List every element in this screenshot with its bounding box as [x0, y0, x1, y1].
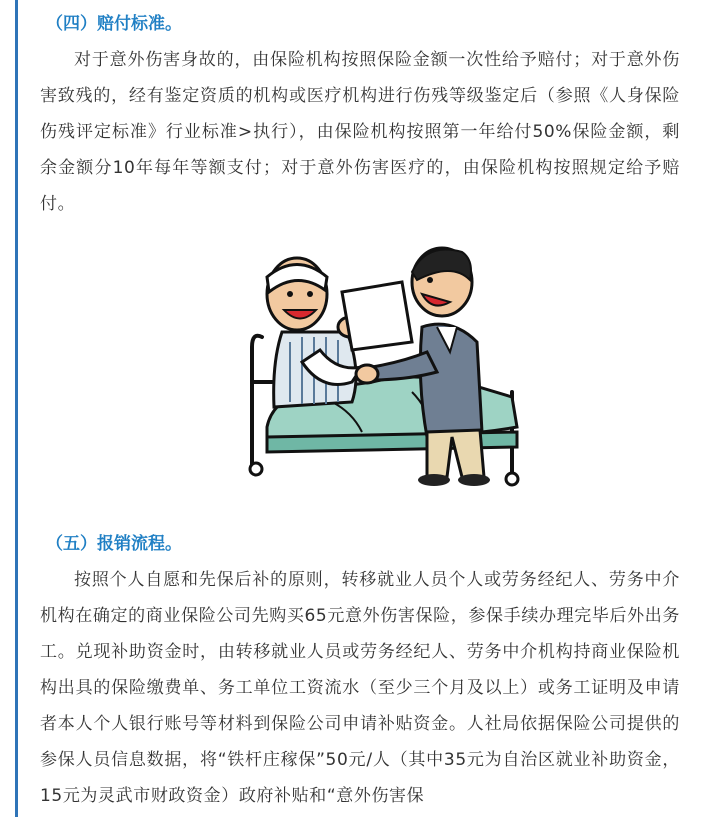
section-heading-reimbursement: （五）报销流程。 — [46, 534, 182, 554]
left-accent-rule — [15, 0, 18, 817]
paragraph-compensation: 对于意外伤害身故的，由保险机构按照保险金额一次性给予赔付；对于意外伤害致残的，经有鉴定资质的机构或医疗机构进行伤残等级鉴定后（参照《人身保险伤残评定标准》行业标准>执行），由保险机构按照第一年给付50%保险金额，剩余金额分10年每年等额支付；对于意外伤害医疗的，由保险机构按照规定给予赔付。 — [40, 50, 680, 214]
section-heading-compensation: （四）赔付标准。 — [46, 14, 182, 34]
cartoon-hospital-insurance-payment-icon — [212, 232, 612, 490]
paragraph-reimbursement: 按照个人自愿和先保后补的原则，转移就业人员个人或劳务经纪人、劳务中介机构在确定的商业保险公司先购买65元意外伤害保险，参保手续办理完毕后外出务工。兑现补助资金时，由转移就业人员或劳务经纪人、劳务中介机构持商业保险机构出具的保险缴费单、务工单位工资流水（至少三个月及以上）或务工证明及申请者本人个人银行账号等材料到保险公司申请补贴资金。人社局依据保险公司提供的参保人员信息数据，将“铁杆庄稼保”50元/人（其中35元为自治区就业补助资金，15元为灵武市财政资金）政府补贴和“意外伤害保 — [40, 570, 680, 806]
